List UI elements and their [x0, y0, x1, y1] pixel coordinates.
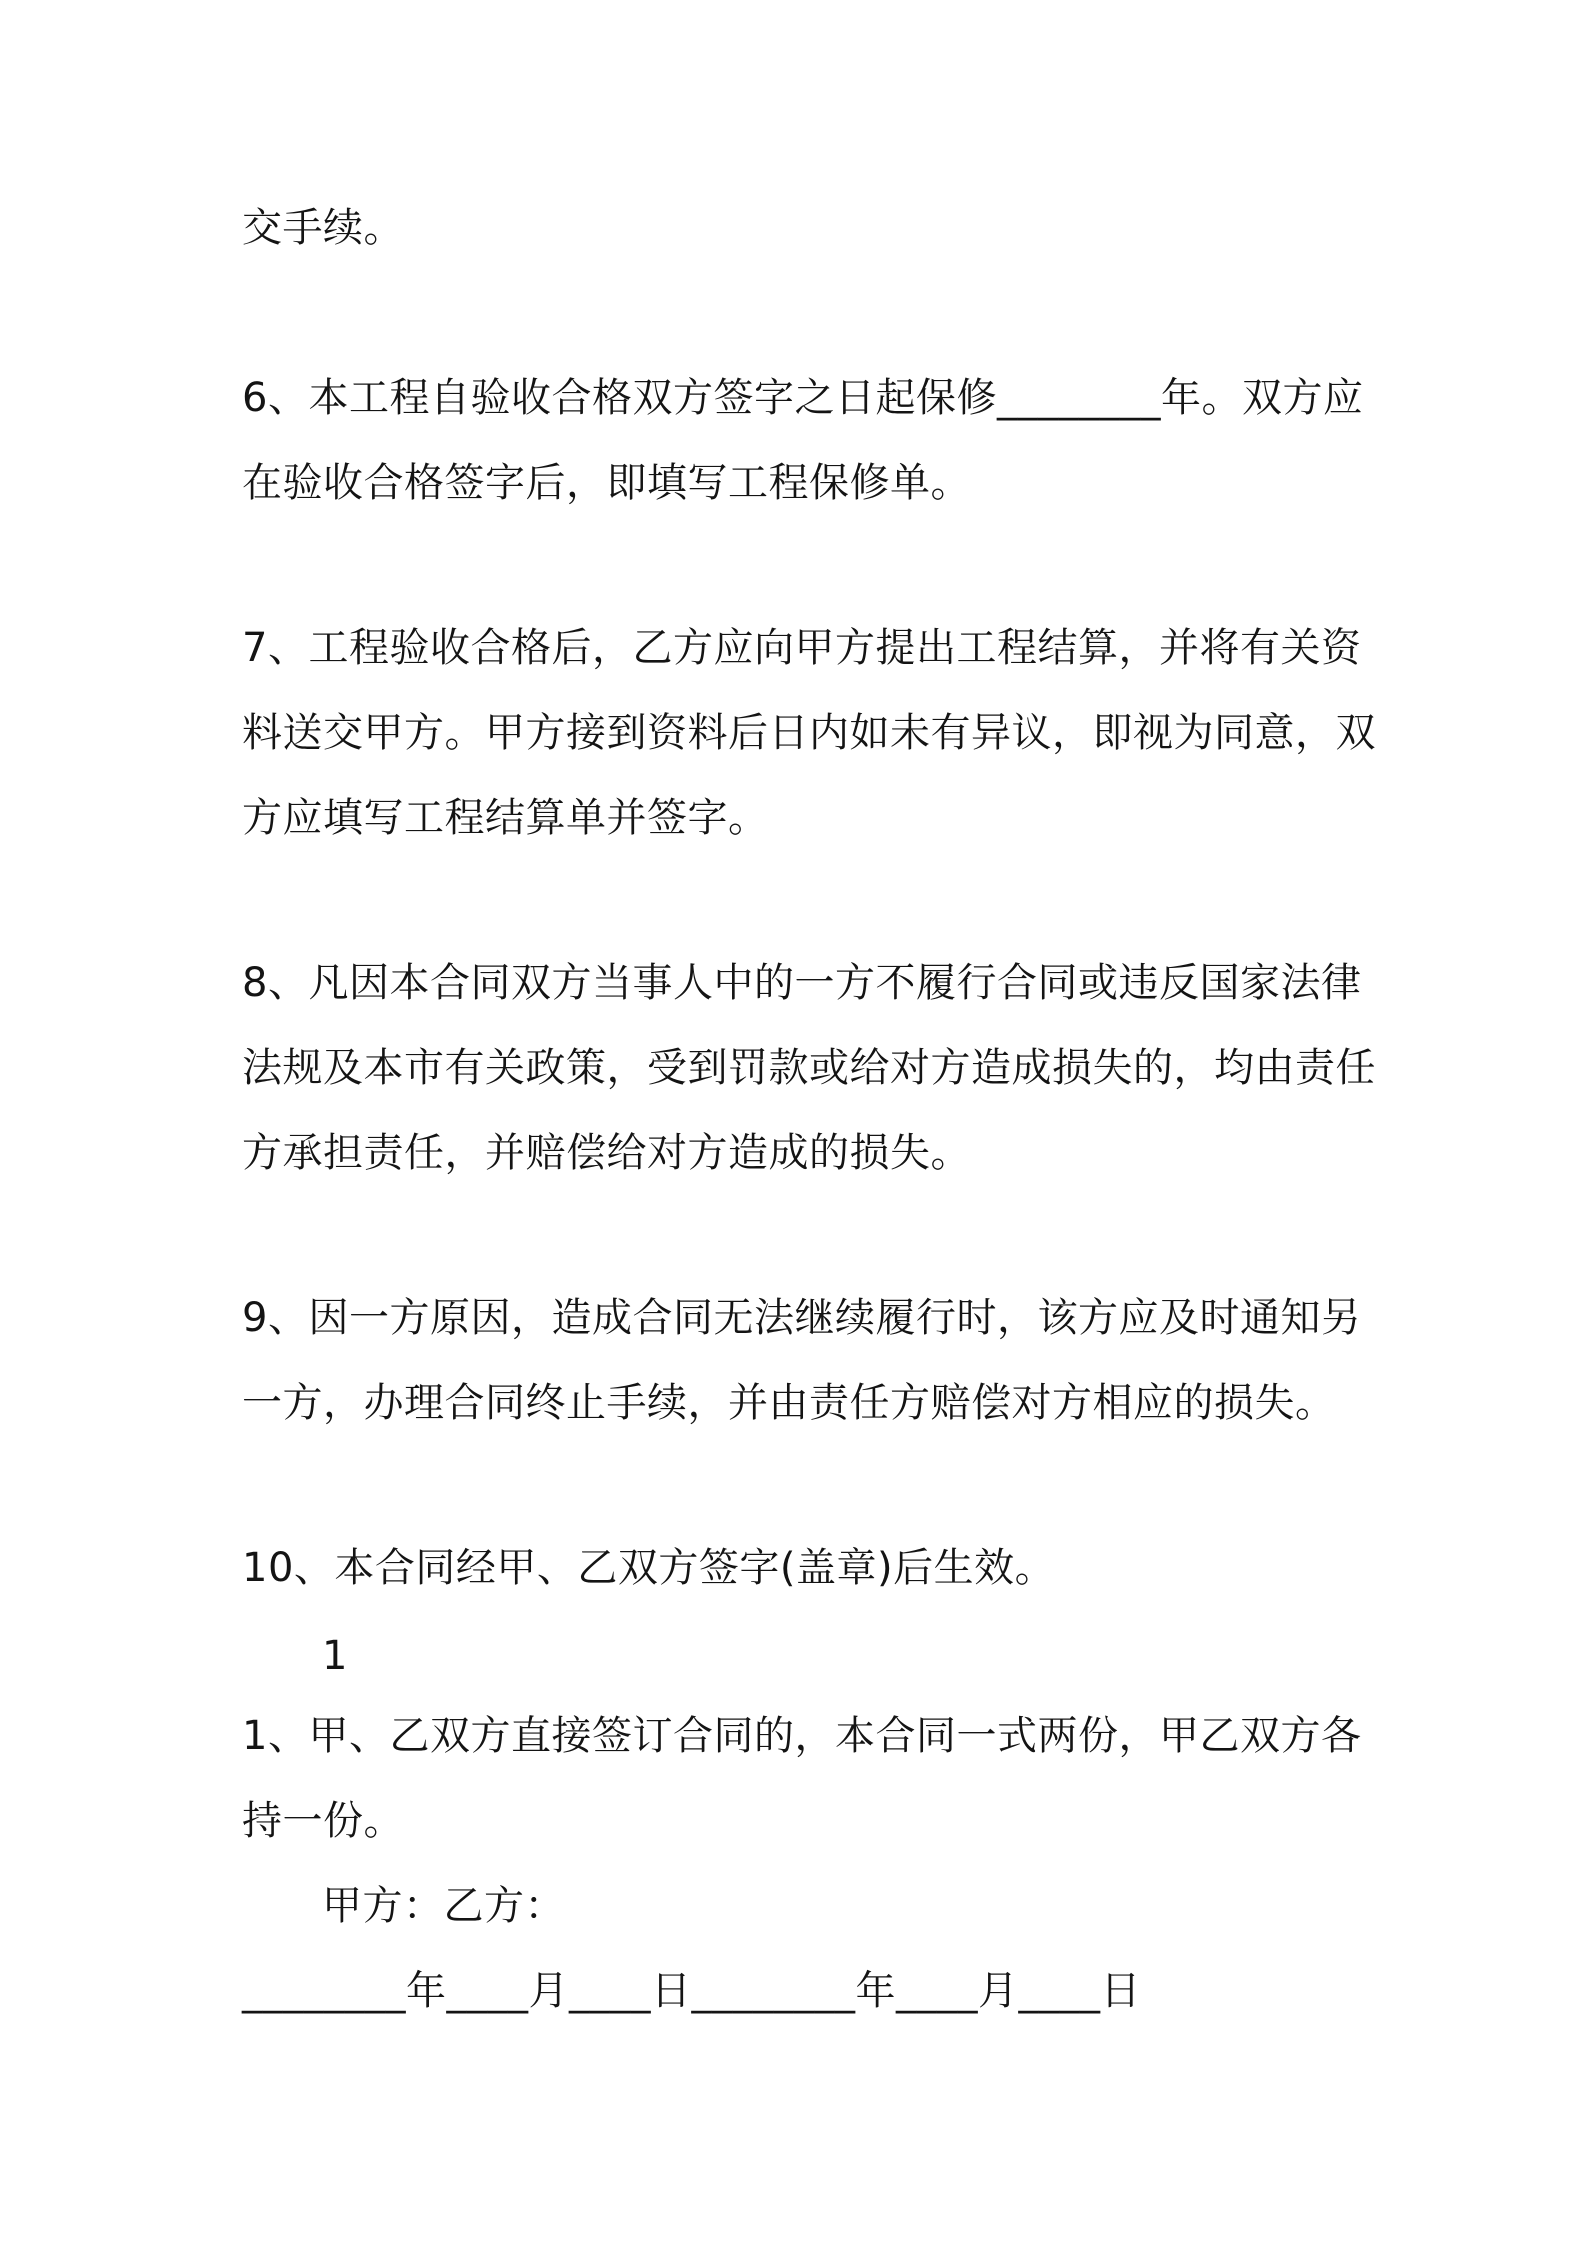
clause-11-line-1: 1、甲、乙双方直接签订合同的，本合同一式两份，甲乙双方各 [242, 1713, 1362, 1759]
clause-7-line-3: 方应填写工程结算单并签字。 [242, 795, 769, 841]
clause-7-line-1: 7、工程验收合格后，乙方应向甲方提出工程结算，并将有关资 [242, 625, 1362, 671]
signature-date-line: ________年____月____日________年____月____日 [242, 1968, 1141, 2014]
clause-8-line-2: 法规及本市有关政策，受到罚款或给对方造成损失的，均由责任 [242, 1045, 1376, 1091]
clause-6-line-1: 6、本工程自验收合格双方签字之日起保修________年。双方应 [242, 375, 1364, 421]
clause-10-line-1: 10、本合同经甲、乙双方签字(盖章)后生效。 [242, 1545, 1056, 1591]
clause-8-line-3: 方承担责任，并赔偿给对方造成的损失。 [242, 1130, 971, 1176]
clause-8-line-1: 8、凡因本合同双方当事人中的一方不履行合同或违反国家法律 [242, 960, 1362, 1006]
clause-11-line-2: 持一份。 [242, 1798, 404, 1844]
clause-6-line-2: 在验收合格签字后，即填写工程保修单。 [242, 460, 971, 506]
clause-7-line-2: 料送交甲方。甲方接到资料后日内如未有异议，即视为同意，双 [242, 710, 1376, 756]
paragraph-5-end: 交手续。 [242, 205, 404, 251]
clause-9-line-1: 9、因一方原因，造成合同无法继续履行时，该方应及时通知另 [242, 1295, 1362, 1341]
signature-parties: 甲方：乙方： [322, 1883, 565, 1929]
clause-9-line-2: 一方，办理合同终止手续，并由责任方赔偿对方相应的损失。 [242, 1380, 1336, 1426]
page-number: 1 [322, 1633, 348, 1679]
